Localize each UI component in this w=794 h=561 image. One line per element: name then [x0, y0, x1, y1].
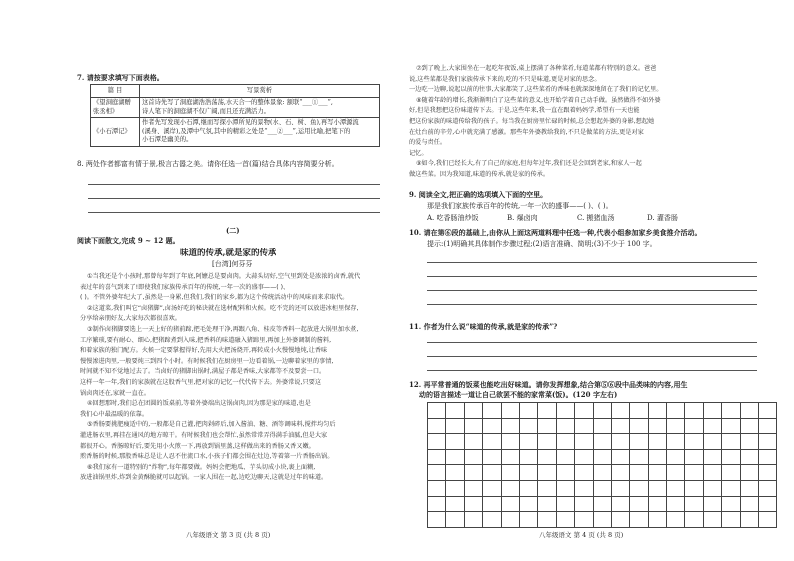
grid-row	[428, 403, 777, 419]
q8-prompt: 8. 两处作者都富有情于景,极言古嚣之美。请你任选一首(篇)结合具体内容简要分析。	[77, 160, 339, 168]
grid-cell[interactable]	[428, 465, 446, 481]
grid-cell[interactable]	[483, 496, 501, 512]
grid-cell[interactable]	[464, 418, 482, 434]
grid-cell[interactable]	[703, 480, 721, 496]
article-line: 煎香肠的时候,那股香味总是让人忍不住流口水,小孩子们都会围在灶边,等着第一片香肠出锅。	[80, 453, 334, 461]
grid-cell[interactable]	[611, 434, 629, 450]
page-footer: 八年级语文 第 3 页 (共 8 页)	[186, 531, 271, 539]
grid-cell[interactable]	[722, 418, 740, 434]
grid-cell[interactable]	[703, 465, 721, 481]
grid-cell[interactable]	[648, 480, 666, 496]
essay-grid[interactable]	[427, 402, 777, 528]
grid-cell[interactable]	[483, 434, 501, 450]
grid-cell[interactable]	[575, 449, 593, 465]
article-line: 放进油锅里炸,炸到金黄酥脆就可以起锅。一家人围在一起,边吃边聊天,这就是过年的味道。	[80, 474, 328, 482]
table-header-title: 篇 目	[91, 85, 140, 98]
q12-prompt-cont: 动的语言描述一道让自己欲罢不能的家常菜(饭)。(120 字左右)	[419, 390, 618, 399]
grid-cell[interactable]	[722, 465, 740, 481]
article-line: 我们心中最温暖的依靠。	[80, 410, 149, 418]
grid-cell[interactable]	[722, 480, 740, 496]
grid-cell[interactable]	[593, 465, 611, 481]
section-number: (二)	[226, 226, 240, 235]
grid-row	[428, 434, 777, 450]
grid-cell[interactable]	[575, 496, 593, 512]
grid-cell[interactable]	[501, 480, 519, 496]
table-cell-title: 《小石潭记》	[91, 118, 140, 147]
grid-cell[interactable]	[722, 403, 740, 419]
grid-cell[interactable]	[446, 434, 464, 450]
grid-cell[interactable]	[630, 418, 648, 434]
table-text-line: 诗人笔下的洞庭湖不仅广阔,而且还充满活力。	[142, 107, 270, 115]
right-page	[397, 0, 794, 561]
grid-cell[interactable]	[556, 465, 574, 481]
grid-cell[interactable]	[759, 434, 777, 450]
grid-cell[interactable]	[740, 418, 758, 434]
article-line: 分享给亲朋好友,大家每次都很喜欢。	[80, 315, 181, 323]
article-line: ⑧随着年龄的增长,我渐渐明白了这些菜的意义,也开始学着自己动手做。虽然做得不如外婆	[416, 96, 661, 104]
table-header-appreciation: 写景赏析	[140, 85, 380, 98]
q12-prompt: 12. 再平常普通的饭菜也能吃出好味道。请你发挥想象,结合第⑤⑥段中品类味的内容,用生	[409, 380, 688, 389]
grid-cell[interactable]	[519, 449, 537, 465]
answer-line[interactable]	[427, 342, 757, 343]
page-footer: 八年级语文 第 4 页 (共 8 页)	[539, 531, 624, 539]
grid-cell[interactable]	[611, 418, 629, 434]
grid-cell[interactable]	[501, 403, 519, 419]
grid-cell[interactable]	[685, 496, 703, 512]
grid-cell[interactable]	[611, 496, 629, 512]
grid-cell[interactable]	[667, 449, 685, 465]
article-line: ③制作卤猪脚要选上一天上好的猪前蹄,把毛处理干净,再跟八角、桂皮等香料一起放进大锅里加水煮,	[87, 326, 359, 333]
grid-cell[interactable]	[630, 465, 648, 481]
article-author: [台湾]何芬芬	[212, 260, 253, 268]
grid-cell[interactable]	[722, 496, 740, 512]
grid-cell[interactable]	[593, 449, 611, 465]
table-row	[91, 98, 380, 118]
grid-row	[428, 449, 777, 465]
grid-cell[interactable]	[483, 465, 501, 481]
grid-row	[428, 465, 777, 481]
poem-table	[90, 84, 380, 147]
grid-cell[interactable]	[648, 418, 666, 434]
answer-line[interactable]	[427, 370, 757, 371]
grid-cell[interactable]	[556, 434, 574, 450]
q9-option-a: A. 吃香肠油炒饭	[427, 214, 479, 222]
grid-cell[interactable]	[464, 403, 482, 419]
answer-line[interactable]	[427, 262, 757, 263]
table-cell-text	[140, 98, 380, 118]
grid-cell[interactable]	[703, 403, 721, 419]
answer-line[interactable]	[427, 276, 757, 277]
grid-cell[interactable]	[519, 465, 537, 481]
grid-cell[interactable]	[538, 512, 556, 528]
reading-intro: 阅读下面散文,完成 9 ~ 12 题。	[77, 236, 180, 245]
grid-cell[interactable]	[519, 418, 537, 434]
grid-cell[interactable]	[556, 496, 574, 512]
grid-cell[interactable]	[648, 496, 666, 512]
grid-cell[interactable]	[538, 496, 556, 512]
grid-cell[interactable]	[611, 512, 629, 528]
grid-cell[interactable]	[464, 434, 482, 450]
grid-row	[428, 418, 777, 434]
grid-cell[interactable]	[464, 465, 482, 481]
q9-option-b: B. 爆卤肉	[507, 214, 538, 222]
grid-cell[interactable]	[740, 465, 758, 481]
grid-cell[interactable]	[519, 434, 537, 450]
answer-line[interactable]	[88, 198, 380, 199]
grid-cell[interactable]	[703, 449, 721, 465]
grid-cell[interactable]	[703, 496, 721, 512]
grid-cell[interactable]	[538, 418, 556, 434]
article-line: 在灶台前的辛劳,心中就充满了感激。那些年外婆教给我的,不只是做菜的方法,更是对家	[409, 128, 644, 136]
grid-cell[interactable]	[556, 512, 574, 528]
grid-cell[interactable]	[759, 418, 777, 434]
grid-cell[interactable]	[759, 512, 777, 528]
answer-line[interactable]	[427, 304, 757, 305]
grid-cell[interactable]	[519, 512, 537, 528]
table-text-line: 这首诗先写了洞庭湖浩浩荡荡,水天合一的整体景象: 颔联“___①___”,	[142, 99, 333, 106]
grid-cell[interactable]	[648, 465, 666, 481]
grid-cell[interactable]	[648, 434, 666, 450]
grid-cell[interactable]	[685, 465, 703, 481]
q9-prompt: 9. 阅读全文,把正确的选项填入下面的空里。	[409, 190, 548, 199]
grid-cell[interactable]	[611, 403, 629, 419]
grid-cell[interactable]	[428, 480, 446, 496]
answer-line[interactable]	[88, 212, 380, 213]
q9-option-c: C. 搬猪血汤	[577, 214, 615, 222]
article-line: ⑨如今,我们已经长大,有了自己的家庭,但每年过年,我们还是会回到老家,和家人一起	[416, 160, 642, 168]
grid-cell[interactable]	[630, 496, 648, 512]
grid-row	[428, 480, 777, 496]
grid-cell[interactable]	[446, 465, 464, 481]
grid-cell[interactable]	[575, 480, 593, 496]
article-line: 和着家族的独门配方。火候一定要掌握得好,先用大火把汤烧开,再转成小火慢慢地炖,让香味	[80, 347, 328, 355]
grid-cell[interactable]	[538, 403, 556, 419]
grid-cell[interactable]	[575, 512, 593, 528]
table-text-line: 小石潭是幽美的。	[142, 136, 193, 143]
grid-cell[interactable]	[630, 403, 648, 419]
grid-cell[interactable]	[483, 418, 501, 434]
grid-cell[interactable]	[740, 496, 758, 512]
q9-option-d: D. 灌香肠	[647, 214, 678, 222]
grid-cell[interactable]	[667, 434, 685, 450]
grid-cell[interactable]	[501, 434, 519, 450]
table-cell-title: 《望洞庭湖赠张丞相》	[91, 98, 140, 118]
grid-cell[interactable]	[446, 512, 464, 528]
article-line: 一边吃一边聊,说起以前的往事,大家都笑了,这些菜肴的香味也就深深地留在了我们的记忆里。	[409, 86, 663, 94]
grid-cell[interactable]	[667, 496, 685, 512]
table-text-line: 作者先写发现小石潭,继而写探小潭所见的景物(水、石、树、鱼),再写小潭源流	[142, 119, 359, 126]
article-line: ( )。不管外婆年纪大了,虽然是一身累,但我们,我们的家乡,都为这个传统活动中的风味而来求取代。	[80, 294, 349, 302]
grid-cell[interactable]	[722, 512, 740, 528]
grid-cell[interactable]	[556, 403, 574, 419]
grid-cell[interactable]	[575, 465, 593, 481]
article-line: 记忆。	[409, 149, 428, 157]
grid-cell[interactable]	[501, 512, 519, 528]
article-line: ④回想那时,我们总在团圆的饭桌前,等着外婆端出这锅卤肉,因为那是家的味道,也是	[87, 400, 311, 408]
grid-cell[interactable]	[446, 480, 464, 496]
grid-cell[interactable]	[556, 480, 574, 496]
grid-cell[interactable]	[722, 434, 740, 450]
grid-cell[interactable]	[428, 403, 446, 419]
grid-cell[interactable]	[428, 496, 446, 512]
grid-cell[interactable]	[538, 449, 556, 465]
grid-cell[interactable]	[519, 403, 537, 419]
grid-cell[interactable]	[446, 449, 464, 465]
article-line: ①当我还是个小孩时,那曾每年到了年底,阿嬷总是要卤肉。大蒜头切好,空气里到处是浓浓的卤香,就代	[87, 273, 361, 280]
article-line: ⑦到了晚上,大家围坐在一起吃年夜饭,桌上摆满了各种菜肴,每道菜都有特别的意义。爸爸	[416, 65, 657, 72]
article-line: 工序繁琐,要有耐心、细心,把猪蹄煮到入味,把香料的味道融入猪蹄里,再加上外婆调制的酱料,	[80, 336, 332, 344]
article-line: 表过年的喜气到来了!即使我们家族传承百年的传统,一年一次的盛事——( )、	[80, 283, 290, 291]
grid-cell[interactable]	[740, 449, 758, 465]
grid-cell[interactable]	[464, 449, 482, 465]
grid-cell[interactable]	[556, 418, 574, 434]
grid-cell[interactable]	[538, 434, 556, 450]
article-line: 好,但是我想把这份味道传下去。于是,这些年来,我一直在跟着妈妈学,希望有一天也能	[409, 107, 640, 115]
grid-cell[interactable]	[759, 496, 777, 512]
grid-cell[interactable]	[685, 512, 703, 528]
q9-sentence: 那是我们家族传承百年的传统,一年一次的盛事——( )、( )。	[427, 202, 613, 210]
grid-cell[interactable]	[667, 418, 685, 434]
table-row	[91, 118, 380, 147]
grid-cell[interactable]	[740, 480, 758, 496]
grid-cell[interactable]	[703, 434, 721, 450]
grid-cell[interactable]	[667, 512, 685, 528]
grid-cell[interactable]	[630, 449, 648, 465]
grid-cell[interactable]	[630, 480, 648, 496]
grid-cell[interactable]	[667, 480, 685, 496]
article-title: 味道的传承,就是家的传承	[180, 248, 277, 258]
grid-cell[interactable]	[648, 403, 666, 419]
grid-cell[interactable]	[519, 496, 537, 512]
grid-cell[interactable]	[759, 449, 777, 465]
grid-cell[interactable]	[538, 480, 556, 496]
article-line: 时间就不知不觉地过去了。当卤好的猪脚出锅时,满屋子都是香味,大家都等不及要尝一口。	[80, 368, 326, 376]
article-line: ⑤香肠要挑肥瘦适中的,一般都是自己灌,把肉剁碎后,加入酱油、糖、酒等调味料,搅拌均匀后	[87, 421, 336, 429]
grid-cell[interactable]	[611, 480, 629, 496]
grid-cell[interactable]	[685, 480, 703, 496]
q10-hint: 提示:(1)明确其具体制作步骤过程;(2)语言准确、简明;(3)不少于 100 字。	[427, 240, 657, 248]
grid-cell[interactable]	[428, 512, 446, 528]
answer-line[interactable]	[427, 356, 757, 357]
grid-cell[interactable]	[648, 449, 666, 465]
grid-cell[interactable]	[501, 496, 519, 512]
grid-cell[interactable]	[611, 449, 629, 465]
grid-cell[interactable]	[740, 434, 758, 450]
grid-cell[interactable]	[428, 434, 446, 450]
article-line: 锅卤肉还在,家就一直在。	[80, 389, 151, 397]
grid-cell[interactable]	[630, 512, 648, 528]
article-line: 把这份家族的味道传给我的孩子。每当我在厨房里忙碌的时候,总会想起外婆的身影,想起她	[409, 118, 655, 125]
grid-cell[interactable]	[501, 418, 519, 434]
answer-line[interactable]	[88, 184, 380, 185]
answer-line[interactable]	[427, 290, 757, 291]
article-line: 这样一年一年,我们的家族就在这股香气里,把对家的记忆一代代传下去。外婆常说,只要这	[80, 379, 322, 386]
grid-cell[interactable]	[759, 465, 777, 481]
grid-cell[interactable]	[464, 480, 482, 496]
grid-cell[interactable]	[483, 403, 501, 419]
article-line: ⑥我们家有一道特别的“炸物”,每年都要做。妈妈会把地瓜、芋头切成小块,裹上面糊,	[87, 463, 316, 471]
grid-cell[interactable]	[593, 434, 611, 450]
grid-cell[interactable]	[759, 480, 777, 496]
table-cell-text	[140, 118, 380, 147]
grid-cell[interactable]	[428, 418, 446, 434]
article-line: ②这道菜,我们叫它“卤猪脚”,卤汤好吃的秘诀就在选材配料和火候。吃不完的还可以放进冰柜里保存,	[87, 304, 359, 312]
grid-cell[interactable]	[483, 512, 501, 528]
grid-cell[interactable]	[593, 480, 611, 496]
article-line: 的爱与责任。	[409, 139, 447, 147]
grid-cell[interactable]	[446, 418, 464, 434]
article-line: 说,这些菜都是我们家族传承下来的,吃的不只是味道,更是对家的思念。	[409, 75, 601, 83]
grid-cell[interactable]	[740, 512, 758, 528]
grid-cell[interactable]	[593, 403, 611, 419]
article-line: 灌进肠衣里,再挂在通风的地方晾干。有时候我们也会帮忙,虽然常常弄得满手油腻,但是大家	[80, 432, 328, 439]
article-line: 做这些菜。因为我知道,味道的传承,就是家的传承。	[409, 171, 550, 178]
grid-cell[interactable]	[722, 449, 740, 465]
grid-cell[interactable]	[667, 403, 685, 419]
grid-cell[interactable]	[593, 418, 611, 434]
grid-cell[interactable]	[464, 496, 482, 512]
grid-cell[interactable]	[501, 465, 519, 481]
grid-cell[interactable]	[556, 449, 574, 465]
grid-row	[428, 512, 777, 528]
grid-cell[interactable]	[446, 403, 464, 419]
grid-cell[interactable]	[519, 480, 537, 496]
grid-cell[interactable]	[685, 449, 703, 465]
grid-cell[interactable]	[575, 403, 593, 419]
grid-row	[428, 496, 777, 512]
grid-cell[interactable]	[501, 449, 519, 465]
article-line: 都很开心。香肠晾好后,要先用小火煎一下,再放到锅里蒸,这样做出来的香肠又香又嫩。	[80, 442, 315, 450]
grid-cell[interactable]	[759, 403, 777, 419]
grid-cell[interactable]	[538, 465, 556, 481]
grid-cell[interactable]	[611, 465, 629, 481]
grid-cell[interactable]	[740, 403, 758, 419]
grid-cell[interactable]	[685, 418, 703, 434]
grid-cell[interactable]	[703, 418, 721, 434]
grid-cell[interactable]	[685, 403, 703, 419]
grid-cell[interactable]	[630, 434, 648, 450]
grid-cell[interactable]	[593, 512, 611, 528]
grid-cell[interactable]	[593, 496, 611, 512]
q10-prompt: 10. 请在第⑥段的基础上,由你从上面这两道料理中任选一种,代表小组参加家乡美食推介活动。	[409, 228, 702, 237]
grid-cell[interactable]	[483, 480, 501, 496]
grid-cell[interactable]	[446, 496, 464, 512]
grid-cell[interactable]	[575, 434, 593, 450]
grid-cell[interactable]	[428, 449, 446, 465]
grid-cell[interactable]	[483, 449, 501, 465]
q7-prompt: 7. 请按要求填写下面表格。	[77, 73, 164, 82]
table-text-line: (溪身、溪岸),及潭中气氛,其中的精彩之处是“___②___”,运用比喻,把笔下的	[142, 127, 351, 135]
grid-cell[interactable]	[685, 434, 703, 450]
article-line: 慢慢渗进肉里,一般要炖三到四个小时。有时候我们在厨房里一边看着锅,一边聊着家里的事情,	[80, 357, 334, 365]
grid-cell[interactable]	[575, 418, 593, 434]
grid-cell[interactable]	[464, 512, 482, 528]
grid-cell[interactable]	[703, 512, 721, 528]
grid-cell[interactable]	[667, 465, 685, 481]
q11-prompt: 11. 作者为什么说“味道的传承,就是家的传承”?	[409, 322, 558, 331]
grid-cell[interactable]	[648, 512, 666, 528]
